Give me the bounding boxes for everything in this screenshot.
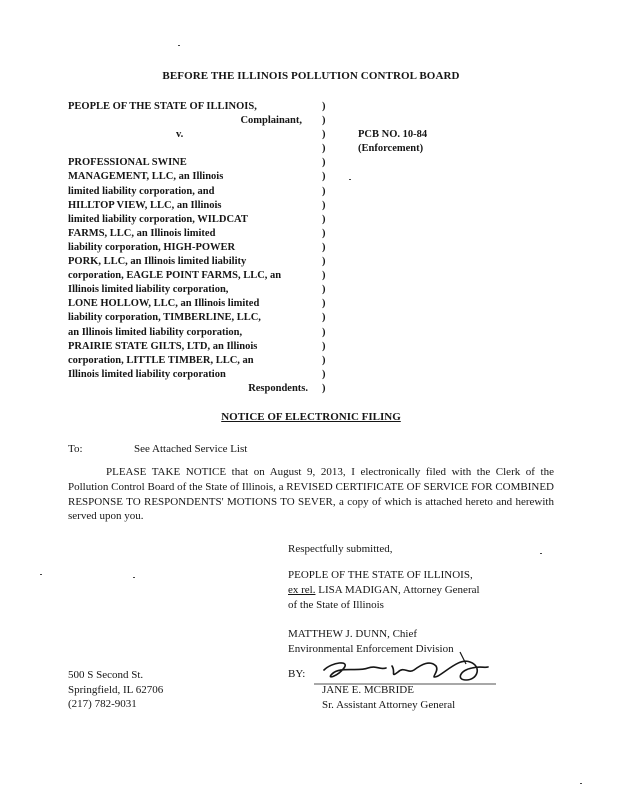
scan-speck bbox=[580, 783, 582, 784]
caption-people: PEOPLE OF THE STATE OF ILLINOIS, bbox=[68, 101, 257, 112]
to-value: See Attached Service List bbox=[134, 443, 248, 455]
caption-paren: ) bbox=[322, 227, 326, 239]
by-label: BY: bbox=[288, 668, 306, 680]
signature-people: PEOPLE OF THE STATE OF ILLINOIS, bbox=[288, 569, 473, 581]
caption-paren: ) bbox=[322, 354, 326, 366]
caption-complainant: Complainant, bbox=[240, 115, 302, 127]
caption-paren: ) bbox=[322, 199, 326, 211]
caption-respondents-label: Respondents. bbox=[248, 382, 308, 394]
signature-ex-rel-line bbox=[288, 583, 480, 598]
respondents-list bbox=[68, 142, 330, 382]
caption-paren: ) bbox=[322, 382, 326, 394]
respondent-line: FARMS, LLC, an Illinois limited bbox=[68, 227, 216, 239]
respondent-line: an Illinois limited liability corporation, bbox=[68, 326, 243, 338]
caption-paren: ) bbox=[322, 143, 326, 155]
case-number-block bbox=[358, 128, 427, 156]
attorney-title: Sr. Assistant Attorney General bbox=[322, 698, 456, 711]
caption-paren: ) bbox=[322, 115, 326, 127]
signature-people-block bbox=[288, 568, 480, 612]
scan-speck bbox=[133, 577, 135, 578]
signature-ex-rel: ex rel. bbox=[288, 583, 316, 596]
caption-paren: ) bbox=[322, 157, 326, 169]
respondent-line bbox=[68, 142, 330, 156]
case-caption bbox=[68, 100, 330, 396]
case-type: (Enforcement) bbox=[358, 143, 424, 155]
respondent-line: Illinois limited liability corporation bbox=[68, 368, 226, 380]
caption-paren: ) bbox=[322, 256, 326, 268]
caption-versus: v. bbox=[176, 129, 184, 141]
caption-paren: ) bbox=[322, 270, 326, 282]
attorney-block bbox=[322, 683, 455, 713]
caption-paren: ) bbox=[322, 284, 326, 296]
signature-state: of the State of Illinois bbox=[288, 598, 384, 611]
to-line bbox=[68, 443, 247, 455]
respondent-line: HILLTOP VIEW, LLC, an Illinois bbox=[68, 199, 222, 211]
caption-paren: ) bbox=[322, 298, 326, 310]
signature-division: Environmental Enforcement Division bbox=[288, 642, 454, 655]
board-heading: BEFORE THE ILLINOIS POLLUTION CONTROL BOARD bbox=[162, 70, 460, 82]
office-address bbox=[68, 668, 163, 712]
caption-parentheses bbox=[322, 100, 332, 396]
address-street: 500 S Second St. bbox=[68, 669, 144, 681]
scan-speck bbox=[40, 574, 42, 575]
notice-body bbox=[68, 465, 554, 524]
caption-paren: ) bbox=[322, 101, 326, 112]
caption-paren: ) bbox=[322, 185, 326, 197]
to-label: To: bbox=[68, 443, 83, 455]
respondent-line: limited liability corporation, WILDCAT bbox=[68, 213, 248, 225]
attorney-name: JANE E. MCBRIDE bbox=[322, 684, 414, 696]
respondent-line: limited liability corporation, and bbox=[68, 185, 215, 197]
address-phone: (217) 782-9031 bbox=[68, 698, 137, 710]
caption-paren: ) bbox=[322, 340, 326, 352]
respondent-line: liability corporation, TIMBERLINE, LLC, bbox=[68, 312, 261, 324]
signature-chief-name: MATTHEW J. DUNN, Chief bbox=[288, 628, 418, 640]
caption-paren: ) bbox=[322, 129, 326, 141]
respondent-line: MANAGEMENT, LLC, an Illinois bbox=[68, 171, 224, 183]
signature-attorney-general: LISA MADIGAN, Attorney General bbox=[318, 583, 480, 596]
scan-speck bbox=[540, 553, 542, 554]
respondent-line: PORK, LLC, an Illinois limited liability bbox=[68, 256, 247, 268]
respondent-line: PROFESSIONAL SWINE bbox=[68, 157, 187, 169]
signature-closing: Respectfully submitted, bbox=[288, 543, 393, 555]
address-city: Springfield, IL 62706 bbox=[68, 683, 164, 696]
caption-paren: ) bbox=[322, 368, 326, 380]
by-row bbox=[288, 668, 305, 680]
caption-paren: ) bbox=[322, 241, 326, 253]
caption-paren: ) bbox=[322, 326, 326, 338]
caption-paren: ) bbox=[322, 213, 326, 225]
scan-speck bbox=[349, 179, 351, 180]
respondent-line: corporation, EAGLE POINT FARMS, LLC, an bbox=[68, 270, 282, 282]
respondent-line: corporation, LITTLE TIMBER, LLC, an bbox=[68, 354, 254, 366]
respondent-line: liability corporation, HIGH-POWER bbox=[68, 241, 236, 253]
respondent-line: LONE HOLLOW, LLC, an Illinois limited bbox=[68, 298, 260, 310]
notice-title: NOTICE OF ELECTRONIC FILING bbox=[221, 411, 401, 423]
caption-paren: ) bbox=[322, 312, 326, 324]
caption-paren: ) bbox=[322, 171, 326, 183]
scan-speck bbox=[178, 45, 180, 46]
respondent-line: PRAIRIE STATE GILTS, LTD, an Illinois bbox=[68, 340, 258, 352]
respondent-line: Illinois limited liability corporation, bbox=[68, 284, 229, 296]
notice-body-text: PLEASE TAKE NOTICE that on August 9, 2013, I electronically filed with the Clerk of the Pollution Control Board of the State of Illinois, a REVISED CERTIFICATE OF SERVICE FOR COMBINED RESPONSE TO RESPONDENTS' MOTIONS TO SEVER, a copy of which is attached hereto and herewith served upon you. bbox=[68, 466, 554, 523]
case-number: PCB NO. 10-84 bbox=[358, 129, 428, 140]
